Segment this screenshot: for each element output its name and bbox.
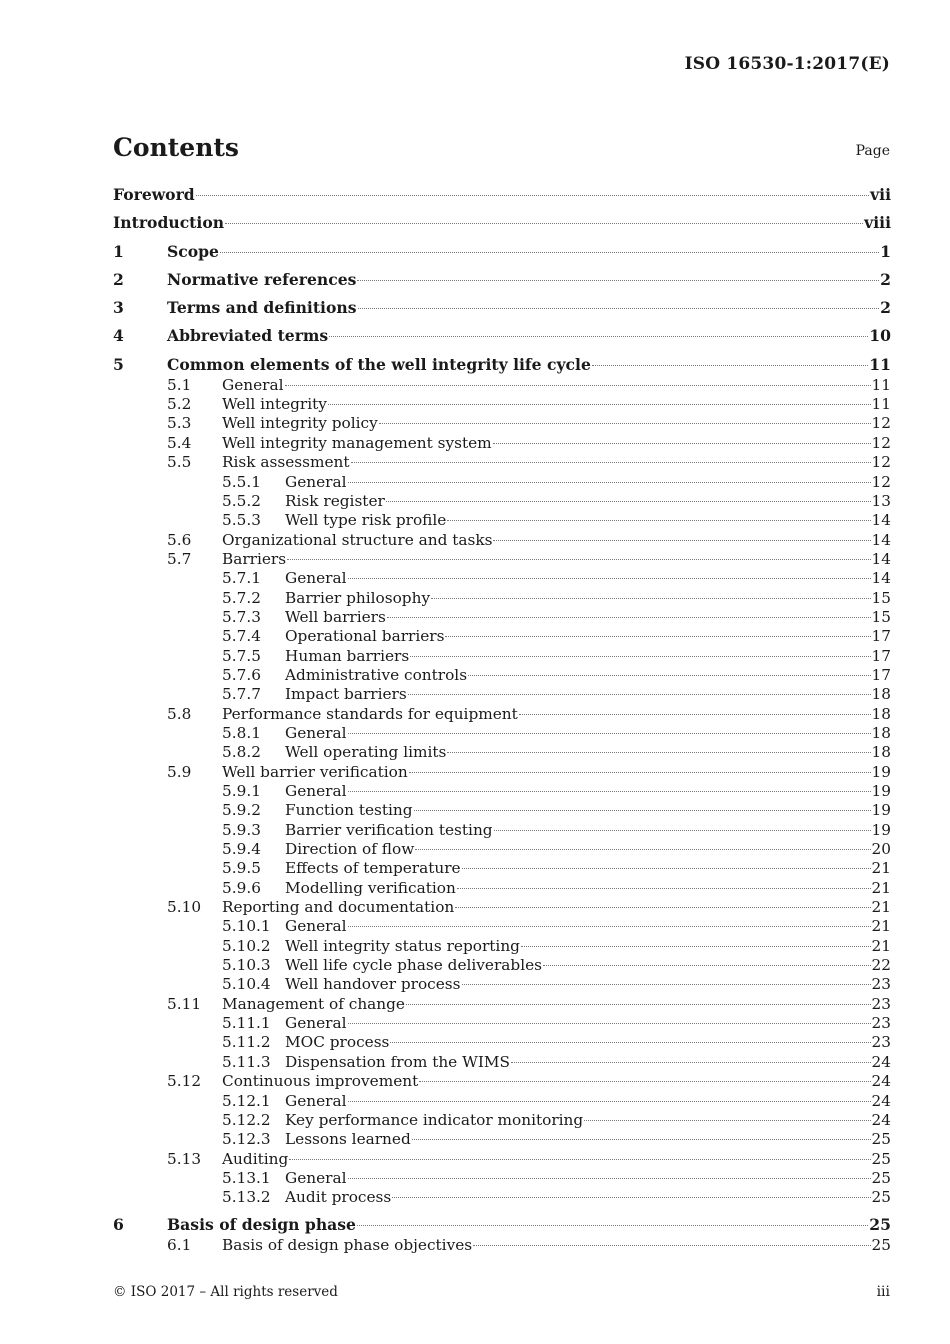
toc-entry-number: 2 — [113, 269, 124, 289]
toc-entry[interactable] — [113, 395, 891, 414]
toc-entry-number: 5.5.3 — [222, 511, 261, 530]
toc-entry-title: Barrier philosophy — [285, 588, 431, 607]
toc-entry-number: 5.9.3 — [222, 820, 261, 839]
toc-entry-page: 23 — [871, 994, 891, 1013]
toc-entry-title: Scope — [167, 241, 219, 261]
toc-entry-title: Well type risk profile — [285, 511, 447, 530]
toc-entry-number: 5.4 — [167, 433, 192, 452]
toc-entry-title: General — [285, 472, 347, 491]
toc-entry-number: 5.12.3 — [222, 1130, 271, 1149]
toc-entry-number: 5.8 — [167, 704, 192, 723]
toc-entry-title: Direction of flow — [285, 840, 415, 859]
toc-entry-page: 18 — [871, 743, 891, 762]
toc-dot-leader — [348, 578, 871, 579]
toc-entry-title: Well integrity status reporting — [285, 936, 520, 955]
toc-entry-title: Barriers — [222, 549, 287, 568]
toc-dot-leader — [493, 540, 870, 541]
toc-entry-number: 5.1 — [167, 375, 192, 394]
toc-dot-leader — [519, 714, 871, 715]
toc-entry[interactable] — [113, 647, 891, 666]
toc-entry[interactable] — [113, 859, 891, 878]
toc-entry-title: Performance standards for equipment — [222, 704, 518, 723]
toc-entry-title: Lessons learned — [285, 1130, 411, 1149]
toc-entry-page: 24 — [871, 1052, 891, 1071]
toc-entry[interactable] — [113, 511, 891, 530]
toc-entry-number: 5.7.7 — [222, 685, 261, 704]
toc-entry-page: 2 — [880, 298, 891, 318]
toc-entry-page: 20 — [871, 840, 891, 859]
toc-entry-title: Well integrity management system — [222, 433, 492, 452]
toc-entry[interactable] — [113, 1130, 891, 1149]
toc-entry-page: 24 — [871, 1110, 891, 1129]
toc-entry-page: 18 — [871, 704, 891, 723]
toc-entry-page: 21 — [871, 936, 891, 955]
toc-entry-page: 14 — [871, 511, 891, 530]
toc-entry-page: 24 — [871, 1072, 891, 1091]
toc-entry-page: 14 — [871, 569, 891, 588]
toc-entry-page: 17 — [871, 665, 891, 684]
toc-entry-number: 5.13.1 — [222, 1168, 271, 1187]
toc-entry[interactable] — [113, 297, 891, 319]
toc-dot-leader — [285, 385, 871, 386]
toc-entry-number: 5.8.1 — [222, 723, 261, 742]
toc-entry[interactable] — [113, 1072, 891, 1091]
toc-entry-title: Modelling verification — [285, 878, 456, 897]
toc-entry-number: 5.10.1 — [222, 917, 271, 936]
toc-entry-number: 5.7.4 — [222, 627, 261, 646]
toc-entry-number: 5.9.4 — [222, 840, 261, 859]
toc-dot-leader — [462, 984, 871, 985]
toc-dot-leader — [415, 849, 870, 850]
toc-entry-page: 11 — [871, 395, 891, 414]
toc-entry-page: 15 — [871, 607, 891, 626]
toc-dot-leader — [386, 501, 871, 502]
toc-entry[interactable] — [113, 666, 891, 685]
contents-title: Contents — [113, 133, 240, 162]
toc-entry-title: General — [285, 569, 347, 588]
toc-entry-page: 23 — [871, 1033, 891, 1052]
toc-entry-page: 11 — [871, 375, 891, 394]
toc-entry-number: 5.11.1 — [222, 1014, 271, 1033]
toc-entry-number: 5.5.2 — [222, 491, 261, 510]
toc-entry-title: Well handover process — [285, 975, 461, 994]
toc-entry-page: 12 — [871, 414, 891, 433]
toc-entry-title: General — [222, 375, 284, 394]
toc-entry-page: 14 — [871, 549, 891, 568]
toc-entry-page: 14 — [871, 530, 891, 549]
toc-entry[interactable] — [113, 1092, 891, 1111]
toc-entry-title: Common elements of the well integrity life cycle — [167, 354, 591, 374]
toc-entry-page: 25 — [869, 1214, 891, 1234]
toc-entry[interactable] — [113, 212, 891, 234]
toc-entry-page: 25 — [871, 1235, 891, 1254]
toc-entry-number: 5.10.4 — [222, 975, 271, 994]
toc-entry-title: Basis of design phase — [167, 1214, 356, 1234]
page-column-label: Page — [855, 143, 890, 159]
toc-dot-leader — [329, 336, 868, 337]
toc-entry-page: viii — [864, 213, 891, 233]
toc-entry-page: 12 — [871, 472, 891, 491]
toc-dot-leader — [328, 404, 871, 405]
toc-dot-leader — [409, 772, 871, 773]
toc-dot-leader — [358, 308, 880, 309]
footer-copyright: © ISO 2017 – All rights reserved — [113, 1284, 338, 1300]
toc-entry[interactable] — [113, 1236, 891, 1255]
toc-entry-page: 21 — [871, 859, 891, 878]
toc-dot-leader — [348, 1101, 871, 1102]
toc-entry-page: 18 — [871, 685, 891, 704]
toc-entry[interactable] — [113, 569, 891, 588]
toc-entry-number: 5.10.2 — [222, 936, 271, 955]
toc-dot-leader — [351, 462, 871, 463]
toc-entry-title: General — [285, 782, 347, 800]
toc-entry-number: 5.12 — [167, 1072, 202, 1091]
toc-entry-title: Operational barriers — [285, 627, 445, 646]
toc-dot-leader — [348, 1178, 871, 1179]
toc-entry-page: 10 — [869, 326, 891, 346]
toc-entry-number: 6.1 — [167, 1235, 192, 1254]
toc-entry-title: Well operating limits — [285, 743, 447, 762]
toc-entry-number: 6 — [113, 1214, 124, 1234]
toc-dot-leader — [348, 1023, 871, 1024]
toc-entry[interactable] — [113, 1214, 891, 1236]
toc-entry-page: 11 — [869, 354, 891, 374]
toc-entry-title: General — [285, 723, 347, 742]
toc-entry-title: Reporting and documentation — [222, 898, 455, 917]
toc-entry-number: 5.9 — [167, 762, 192, 781]
toc-entry-title: Continuous improvement — [222, 1072, 419, 1091]
toc-entry-title: Risk assessment — [222, 453, 350, 472]
toc-entry[interactable] — [113, 685, 891, 704]
toc-entry[interactable] — [113, 269, 891, 291]
toc-entry-title: Well barrier verification — [222, 762, 408, 781]
toc-entry-number: Foreword — [113, 185, 195, 204]
toc-entry-title: Well integrity policy — [222, 414, 378, 433]
toc-entry-title: Auditing — [222, 1149, 289, 1168]
toc-entry-number: 5.9.1 — [222, 782, 261, 800]
footer-page-number: iii — [876, 1284, 890, 1300]
toc-entry-title: Audit process — [285, 1188, 392, 1207]
toc-dot-leader — [408, 694, 871, 695]
toc-entry-title: General — [285, 1168, 347, 1187]
toc-entry[interactable] — [113, 801, 891, 820]
toc-entry-number: 5.10 — [167, 898, 202, 917]
toc-entry[interactable] — [113, 184, 891, 206]
toc-entry-page: 13 — [871, 491, 891, 510]
toc-dot-leader — [387, 617, 871, 618]
toc-entry-page: 23 — [871, 1014, 891, 1033]
toc-dot-leader — [287, 559, 870, 560]
toc-entry[interactable] — [113, 241, 891, 263]
toc-entry-title: Risk register — [285, 491, 385, 510]
toc-dot-leader — [584, 1120, 870, 1121]
toc-entry-title: Effects of temperature — [285, 859, 461, 878]
toc-entry-title: Well barriers — [285, 607, 386, 626]
toc-entry[interactable] — [113, 473, 891, 492]
toc-entry-number: 5.7.2 — [222, 588, 261, 607]
toc-entry-page: 25 — [871, 1130, 891, 1149]
toc-dot-leader — [348, 733, 871, 734]
toc-entry-number: 5.9.5 — [222, 859, 261, 878]
toc-entry[interactable] — [113, 1169, 891, 1188]
toc-dot-leader — [379, 423, 871, 424]
toc-entry[interactable] — [113, 354, 891, 376]
toc-entry[interactable] — [113, 821, 891, 840]
toc-dot-leader — [348, 926, 871, 927]
toc-entry-page: 12 — [871, 433, 891, 452]
toc-dot-leader — [392, 1197, 870, 1198]
toc-entry-number: 5.11.3 — [222, 1052, 271, 1071]
toc-dot-leader — [196, 195, 869, 196]
toc-dot-leader — [390, 1042, 870, 1043]
toc-entry-page: 19 — [871, 820, 891, 839]
toc-entry-title: Function testing — [285, 801, 413, 820]
toc-entry[interactable] — [113, 763, 891, 782]
toc-entry-number: 1 — [113, 241, 124, 261]
toc-entry[interactable] — [113, 782, 891, 801]
toc-entry-page: 21 — [871, 898, 891, 917]
toc-entry[interactable] — [113, 550, 891, 569]
toc-entry[interactable] — [113, 325, 891, 347]
toc-entry[interactable] — [113, 531, 891, 550]
toc-entry-page: 22 — [871, 956, 891, 975]
toc-entry-number: 5.9.2 — [222, 801, 261, 820]
toc-entry-number: 5.11 — [167, 994, 202, 1013]
toc-entry-number: 4 — [113, 326, 124, 346]
toc-entry-page: 23 — [871, 975, 891, 994]
toc-entry-title: Impact barriers — [285, 685, 407, 704]
toc-dot-leader — [447, 520, 870, 521]
toc-dot-leader — [493, 443, 871, 444]
toc-entry-title: Administrative controls — [285, 665, 468, 684]
toc-dot-leader — [414, 810, 871, 811]
toc-entry-page: 19 — [871, 801, 891, 820]
toc-entry-title: Basis of design phase objectives — [222, 1235, 473, 1254]
toc-entry[interactable] — [113, 743, 891, 762]
toc-entry[interactable] — [113, 937, 891, 956]
toc-entry-title: Dispensation from the WIMS — [285, 1052, 511, 1071]
toc-entry-page: 21 — [871, 917, 891, 936]
toc-entry-page: 2 — [880, 269, 891, 289]
table-of-contents — [113, 184, 891, 1255]
toc-dot-leader — [419, 1081, 870, 1082]
toc-entry[interactable] — [113, 1053, 891, 1072]
toc-entry-page: 15 — [871, 588, 891, 607]
toc-entry-number: 5.12.2 — [222, 1110, 271, 1129]
toc-entry[interactable] — [113, 434, 891, 453]
toc-entry-number: 5.8.2 — [222, 743, 261, 762]
toc-dot-leader — [494, 830, 871, 831]
toc-entry-number: 5.7.5 — [222, 646, 261, 665]
toc-dot-leader — [431, 598, 870, 599]
toc-entry-number: 5.7.1 — [222, 569, 261, 588]
toc-entry-page: 25 — [871, 1188, 891, 1207]
toc-dot-leader — [406, 1004, 871, 1005]
toc-entry-number: 5.13 — [167, 1149, 202, 1168]
toc-entry-number: 5.5.1 — [222, 472, 261, 491]
toc-entry-title: MOC process — [285, 1033, 390, 1052]
toc-dot-leader — [289, 1159, 870, 1160]
toc-entry[interactable] — [113, 376, 891, 395]
toc-entry-title: Well life cycle phase deliverables — [285, 956, 542, 975]
toc-dot-leader — [457, 888, 871, 889]
toc-dot-leader — [410, 656, 870, 657]
toc-dot-leader — [412, 1139, 871, 1140]
toc-entry-number: 5.6 — [167, 530, 192, 549]
toc-dot-leader — [543, 965, 871, 966]
toc-entry-number: 5.9.6 — [222, 878, 261, 897]
toc-entry-page: 24 — [871, 1091, 891, 1110]
toc-entry-title: General — [285, 1014, 347, 1033]
toc-dot-leader — [592, 365, 868, 366]
toc-entry[interactable] — [113, 1014, 891, 1033]
toc-entry[interactable] — [113, 898, 891, 917]
toc-entry-title: Normative references — [167, 269, 357, 289]
toc-entry[interactable] — [113, 1111, 891, 1130]
toc-dot-leader — [473, 1245, 870, 1246]
toc-entry[interactable] — [113, 589, 891, 608]
toc-entry-title: Terms and definitions — [167, 298, 357, 318]
toc-entry-number: 5.2 — [167, 395, 192, 414]
toc-entry[interactable] — [113, 1188, 891, 1207]
toc-dot-leader — [468, 675, 870, 676]
toc-entry-number: 5.7 — [167, 549, 192, 568]
toc-entry-number: 5.7.3 — [222, 607, 261, 626]
toc-entry-number: 5.10.3 — [222, 956, 271, 975]
toc-entry-number: 5.5 — [167, 453, 192, 472]
toc-entry-page: 25 — [871, 1149, 891, 1168]
toc-entry[interactable] — [113, 1033, 891, 1052]
toc-entry-number: 5.11.2 — [222, 1033, 271, 1052]
toc-entry-page: 21 — [871, 878, 891, 897]
toc-entry-page: vii — [870, 185, 891, 204]
toc-entry-number: Introduction — [113, 213, 225, 233]
toc-dot-leader — [225, 223, 863, 224]
toc-entry[interactable] — [113, 879, 891, 898]
toc-dot-leader — [455, 907, 870, 908]
toc-entry-number: 5.7.6 — [222, 665, 261, 684]
toc-entry-title: Organizational structure and tasks — [222, 530, 493, 549]
toc-entry-title: Abbreviated terms — [167, 326, 329, 346]
toc-entry-title: Barrier verification testing — [285, 820, 493, 839]
toc-entry-number: 5.3 — [167, 414, 192, 433]
toc-entry-page: 1 — [880, 241, 891, 261]
toc-entry[interactable] — [113, 608, 891, 627]
toc-entry[interactable] — [113, 1150, 891, 1169]
toc-entry[interactable] — [113, 414, 891, 433]
toc-entry[interactable] — [113, 627, 891, 646]
toc-entry[interactable] — [113, 453, 891, 472]
toc-entry-page: 19 — [871, 762, 891, 781]
toc-entry-page: 18 — [871, 723, 891, 742]
toc-entry[interactable] — [113, 492, 891, 511]
toc-dot-leader — [445, 636, 870, 637]
toc-dot-leader — [447, 752, 870, 753]
toc-entry-title: General — [285, 917, 347, 936]
toc-entry-number: 5.12.1 — [222, 1091, 271, 1110]
toc-entry[interactable] — [113, 975, 891, 994]
document-id-header: ISO 16530-1:2017(E) — [684, 54, 890, 74]
toc-dot-leader — [348, 791, 871, 792]
toc-entry-number: 5 — [113, 354, 124, 374]
toc-entry-page: 19 — [871, 782, 891, 800]
toc-entry-number: 5.13.2 — [222, 1188, 271, 1207]
toc-entry-page: 25 — [871, 1168, 891, 1187]
toc-dot-leader — [521, 946, 871, 947]
toc-entry-page: 17 — [871, 646, 891, 665]
toc-entry-title: Human barriers — [285, 646, 410, 665]
toc-dot-leader — [462, 868, 871, 869]
toc-entry-number: 3 — [113, 298, 124, 318]
toc-entry[interactable] — [113, 705, 891, 724]
toc-entry-page: 12 — [871, 453, 891, 472]
toc-dot-leader — [220, 252, 879, 253]
toc-entry-page: 17 — [871, 627, 891, 646]
toc-entry-title: General — [285, 1091, 347, 1110]
toc-dot-leader — [511, 1062, 871, 1063]
toc-entry[interactable] — [113, 956, 891, 975]
toc-entry[interactable] — [113, 840, 891, 859]
toc-entry[interactable] — [113, 724, 891, 743]
toc-entry[interactable] — [113, 917, 891, 936]
toc-entry-title: Key performance indicator monitoring — [285, 1110, 584, 1129]
toc-dot-leader — [348, 482, 871, 483]
toc-entry-title: Well integrity — [222, 395, 327, 414]
toc-dot-leader — [357, 280, 879, 281]
toc-dot-leader — [357, 1225, 868, 1226]
toc-entry-title: Management of change — [222, 994, 405, 1013]
toc-entry[interactable] — [113, 995, 891, 1014]
